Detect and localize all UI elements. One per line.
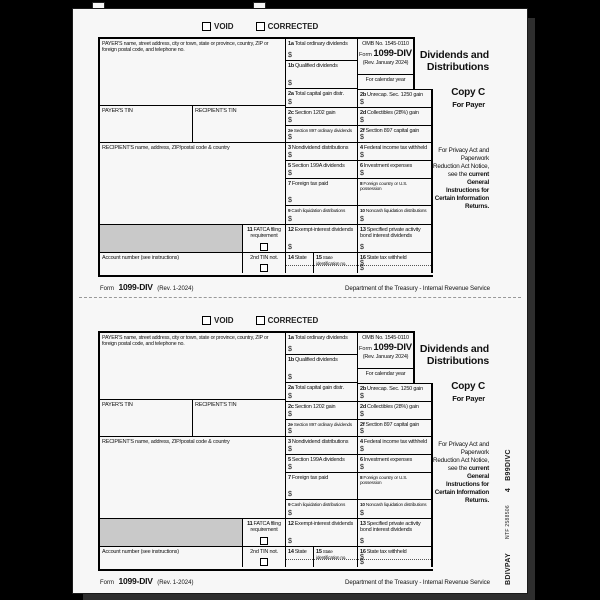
- box-2f-number: 2f: [360, 127, 365, 134]
- box-6-number: 6: [360, 456, 363, 463]
- box-3-cell: [286, 437, 358, 455]
- void-checkbox[interactable]: [202, 316, 211, 325]
- calendar-year-label: For calendar year: [365, 370, 406, 377]
- box-4-number: 4: [360, 144, 363, 151]
- box-2b-dollar: $: [360, 393, 364, 400]
- box-2a-dollar: $: [288, 99, 292, 106]
- box-11-label: FATCA filing requirement: [250, 226, 281, 239]
- recipient-tin-box: [193, 106, 286, 143]
- box-14-number: 14: [288, 548, 294, 555]
- box-16-dollar-2: $: [360, 559, 364, 566]
- box-12-number: 12: [288, 226, 294, 233]
- box-12-dollar: $: [288, 538, 292, 545]
- box-2f-dollar: $: [360, 134, 364, 141]
- box-1b-cell: [286, 355, 358, 383]
- copy-label: Copy C: [451, 381, 485, 392]
- edge-code-ntf: NTF 2588506: [505, 505, 511, 539]
- box-7-label: Foreign tax paid: [291, 474, 329, 481]
- box-2f-cell: [358, 420, 433, 437]
- privacy-notice-bold: current General Instructions for Certain Information Returns.: [434, 171, 489, 210]
- box-14-cell: [286, 547, 314, 567]
- box-2e-number: 2e: [288, 421, 293, 427]
- box-3-label: Nondividend distributions: [291, 438, 349, 445]
- box-10-label: Noncash liquidation distributions: [365, 501, 427, 507]
- account-number-label: Account number (see instructions): [102, 548, 179, 555]
- edge-code-product: BDIVPAY: [504, 552, 512, 585]
- box-12-cell: [286, 519, 358, 547]
- box-1a-label: Total ordinary dividends: [294, 40, 348, 47]
- box-2e-label: Section 897 ordinary dividends: [293, 127, 352, 133]
- box-15-divider: [314, 265, 357, 266]
- box-2d-label: Collectibles (28%) gain: [367, 109, 419, 116]
- box-2e-dollar: $: [288, 134, 292, 141]
- box-14-label: State: [294, 548, 307, 555]
- box-2f-dollar: $: [360, 428, 364, 435]
- box-2a-label: Total capital gain distr.: [294, 90, 344, 97]
- box-11-cell: [243, 225, 286, 253]
- box-8-number: 8: [360, 474, 363, 480]
- shaded-box: [100, 225, 243, 253]
- form-sheet: [72, 8, 528, 594]
- form-revision: (Rev. January 2024): [362, 354, 409, 360]
- void-corrected-row: [202, 22, 318, 31]
- second-tin-box: [243, 253, 286, 273]
- form-grid: [98, 331, 433, 571]
- edge-product-codes: [501, 409, 515, 585]
- box-15-number: 15: [316, 548, 322, 555]
- form-word: Form: [359, 51, 372, 58]
- omb-number: OMB No. 1545-0110: [362, 40, 409, 47]
- form-number: 1099-DIV: [373, 47, 412, 59]
- box-13-label: Specified private activity bond interest dividends: [360, 226, 421, 239]
- box-10-dollar: $: [360, 216, 364, 223]
- box-16-number: 16: [360, 254, 366, 261]
- box-2b-number: 2b: [360, 91, 367, 98]
- box-9-cell: [286, 500, 358, 519]
- copy-label: Copy C: [451, 87, 485, 98]
- calendar-year-label: For calendar year: [365, 76, 406, 83]
- box-4-dollar: $: [360, 152, 364, 159]
- box-5-label: Section 199A dividends: [291, 162, 345, 169]
- form-grid: [98, 37, 433, 277]
- payer-tin-box: [100, 106, 193, 143]
- box-9-dollar: $: [288, 216, 292, 223]
- footer-form-word: Form: [100, 286, 114, 292]
- recipient-name-label: RECIPIENT'S name, address, ZIP/postal code & country: [102, 438, 230, 445]
- form-revision: (Rev. January 2024): [362, 60, 409, 66]
- box-2c-number: 2c: [288, 403, 294, 410]
- box-16-divider: [358, 559, 431, 560]
- box-16-cell: [358, 547, 433, 567]
- box-14-divider: [286, 265, 313, 266]
- box-8-label: Foreign country or U.S. possession: [360, 180, 408, 191]
- box-2f-number: 2f: [360, 421, 365, 428]
- box-14-number: 14: [288, 254, 294, 261]
- box-2c-number: 2c: [288, 109, 294, 116]
- box-16-number: 16: [360, 548, 366, 555]
- box-16-dollar-1: $: [360, 260, 364, 267]
- box-10-number: 10: [360, 501, 365, 507]
- box-16-dollar-2: $: [360, 265, 364, 272]
- account-number-box: [100, 547, 243, 567]
- box-8-label: Foreign country or U.S. possession: [360, 474, 408, 485]
- corrected-checkbox[interactable]: [256, 22, 265, 31]
- payer-name-box: [100, 331, 286, 400]
- footer-form-number: 1099-DIV: [118, 576, 153, 586]
- box-5-number: 5: [288, 162, 291, 169]
- box-2d-cell: [358, 108, 433, 126]
- box-1a-label: Total ordinary dividends: [294, 334, 348, 341]
- box-1a-dollar: $: [288, 52, 292, 59]
- recipient-name-box: [100, 437, 286, 519]
- box-1b-dollar: $: [288, 374, 292, 381]
- box-2d-number: 2d: [360, 109, 367, 116]
- box-2c-dollar: $: [288, 117, 292, 124]
- payer-name-label: PAYER'S name, street address, city or town, state or province, country, ZIP or foreign postal code, and telephone no.: [102, 40, 269, 53]
- box-9-dollar: $: [288, 510, 292, 517]
- edge-code-sku: B99DIVC: [504, 449, 512, 481]
- box-8-cell: [358, 473, 433, 500]
- payer-tin-label: PAYER'S TIN: [102, 107, 133, 114]
- box-5-dollar: $: [288, 170, 292, 177]
- box-7-dollar: $: [288, 491, 292, 498]
- box-15-number: 15: [316, 254, 322, 261]
- box-2a-cell: [286, 89, 358, 108]
- box-2a-number: 2a: [288, 384, 294, 391]
- box-3-dollar: $: [288, 446, 292, 453]
- box-2c-dollar: $: [288, 411, 292, 418]
- box-2c-cell: [286, 108, 358, 126]
- box-12-label: Exempt-interest dividends: [294, 520, 353, 527]
- box-8-cell: [358, 179, 433, 206]
- box-7-number: 7: [288, 180, 291, 187]
- box-6-label: Investment expenses: [363, 162, 413, 169]
- box-1b-dollar: $: [288, 80, 292, 87]
- box-13-dollar: $: [360, 538, 364, 545]
- recipient-tin-label: RECIPIENT'S TIN: [195, 401, 237, 408]
- footer-form-revision: (Rev. 1-2024): [157, 580, 194, 586]
- second-tin-checkbox[interactable]: [260, 264, 268, 272]
- second-tin-box: [243, 547, 286, 567]
- box-13-dollar: $: [360, 244, 364, 251]
- privacy-notice-text: For Privacy Act and Paperwork Reduction Act Notice, see the: [433, 147, 490, 178]
- box-6-dollar: $: [360, 464, 364, 471]
- box-9-label: Cash liquidation distributions: [291, 501, 346, 507]
- box-1b-label: Qualified dividends: [295, 62, 338, 69]
- box-11-number: 11: [247, 520, 253, 527]
- form-copy-top: [98, 19, 494, 292]
- box-16-label: State tax withheld: [366, 254, 407, 261]
- box-2d-cell: [358, 402, 433, 420]
- box-16-label: State tax withheld: [366, 548, 407, 555]
- box-4-label: Federal income tax withheld: [363, 438, 427, 445]
- box-11-cell: [243, 519, 286, 547]
- box-8-number: 8: [360, 180, 363, 186]
- box-1a-number: 1a: [288, 334, 294, 341]
- box-9-cell: [286, 206, 358, 225]
- form-title: Dividends and Distributions: [419, 49, 489, 73]
- box-2a-cell: [286, 383, 358, 402]
- box-9-number: 9: [288, 501, 291, 507]
- box-2e-number: 2e: [288, 127, 293, 133]
- box-10-dollar: $: [360, 510, 364, 517]
- box-5-label: Section 199A dividends: [291, 456, 345, 463]
- box-2d-number: 2d: [360, 403, 367, 410]
- second-tin-label: 2nd TIN not.: [250, 548, 278, 555]
- corrected-label: CORRECTED: [267, 22, 319, 31]
- form-word: Form: [359, 345, 372, 352]
- box-6-dollar: $: [360, 170, 364, 177]
- corrected-checkbox[interactable]: [256, 316, 265, 325]
- box-2e-dollar: $: [288, 428, 292, 435]
- box-13-cell: [358, 519, 433, 547]
- copy-for-label: For Payer: [452, 100, 485, 109]
- box-7-number: 7: [288, 474, 291, 481]
- box-11-number: 11: [247, 226, 253, 233]
- box-11-label: FATCA filing requirement: [250, 520, 281, 533]
- footer-form-word: Form: [100, 580, 114, 586]
- box-5-number: 5: [288, 456, 291, 463]
- privacy-notice-text: For Privacy Act and Paperwork Reduction Act Notice, see the: [433, 441, 490, 472]
- box-7-cell: [286, 179, 358, 206]
- void-checkbox[interactable]: [202, 22, 211, 31]
- box-15-cell: [314, 253, 358, 273]
- box-2b-label: Unrecap. Sec. 1250 gain: [367, 91, 423, 98]
- box-2a-label: Total capital gain distr.: [294, 384, 344, 391]
- box-1b-cell: [286, 61, 358, 89]
- box-6-label: Investment expenses: [363, 456, 413, 463]
- box-7-dollar: $: [288, 197, 292, 204]
- box-9-number: 9: [288, 207, 291, 213]
- box-2b-dollar: $: [360, 99, 364, 106]
- payer-name-box: [100, 37, 286, 106]
- box-13-number: 13: [360, 520, 366, 527]
- box-2f-cell: [358, 126, 433, 143]
- box-10-cell: [358, 206, 433, 225]
- box-5-cell: [286, 161, 358, 179]
- box-2f-label: Section 897 capital gain: [365, 127, 420, 134]
- account-number-box: [100, 253, 243, 273]
- box-13-cell: [358, 225, 433, 253]
- box-2f-label: Section 897 capital gain: [365, 421, 420, 428]
- perforation-line: [79, 297, 521, 298]
- box-2c-label: Section 1202 gain: [294, 403, 336, 410]
- box-2e-cell: [286, 420, 358, 437]
- footer-form-number: 1099-DIV: [118, 282, 153, 292]
- void-label: VOID: [214, 22, 234, 31]
- second-tin-label: 2nd TIN not.: [250, 254, 278, 261]
- box-1b-number: 1b: [288, 356, 295, 363]
- box-1a-cell: [286, 331, 358, 355]
- box-5-dollar: $: [288, 464, 292, 471]
- box-16-cell: [358, 253, 433, 273]
- box-7-cell: [286, 473, 358, 500]
- box-2c-label: Section 1202 gain: [294, 109, 336, 116]
- box-10-number: 10: [360, 207, 365, 213]
- box-2e-label: Section 897 ordinary dividends: [293, 421, 352, 427]
- form-copy-bottom: [98, 313, 494, 586]
- box-1a-number: 1a: [288, 40, 294, 47]
- box-2a-number: 2a: [288, 90, 294, 97]
- omb-number: OMB No. 1545-0110: [362, 334, 409, 341]
- box-3-dollar: $: [288, 152, 292, 159]
- payer-tin-label: PAYER'S TIN: [102, 401, 133, 408]
- box-2b-number: 2b: [360, 385, 367, 392]
- privacy-notice: [433, 441, 489, 505]
- box-2b-label: Unrecap. Sec. 1250 gain: [367, 385, 423, 392]
- box-3-label: Nondividend distributions: [291, 144, 349, 151]
- box-3-number: 3: [288, 144, 291, 151]
- privacy-notice-bold: current General Instructions for Certain Information Returns.: [434, 465, 489, 504]
- form-title: Dividends and Distributions: [419, 343, 489, 367]
- box-12-number: 12: [288, 520, 294, 527]
- box-1a-dollar: $: [288, 346, 292, 353]
- payer-tin-box: [100, 400, 193, 437]
- footer-department: Department of the Treasury - Internal Revenue Service: [345, 285, 490, 292]
- payer-name-label: PAYER'S name, street address, city or town, state or province, country, ZIP or foreign postal code, and telephone no.: [102, 334, 269, 347]
- footer-form-revision: (Rev. 1-2024): [157, 286, 194, 292]
- footer-department: Department of the Treasury - Internal Revenue Service: [345, 579, 490, 586]
- box-13-number: 13: [360, 226, 366, 233]
- box-2e-cell: [286, 126, 358, 143]
- box-3-number: 3: [288, 438, 291, 445]
- box-15-label: State identification no.: [316, 548, 347, 560]
- box-10-cell: [358, 500, 433, 519]
- box-4-number: 4: [360, 438, 363, 445]
- box-4-cell: [358, 143, 433, 161]
- box-16-divider: [358, 265, 431, 266]
- void-corrected-row: [202, 316, 318, 325]
- box-16-dollar-1: $: [360, 554, 364, 561]
- box-4-label: Federal income tax withheld: [363, 144, 427, 151]
- recipient-name-label: RECIPIENT'S name, address, ZIP/postal code & country: [102, 144, 230, 151]
- copy-for-label: For Payer: [452, 394, 485, 403]
- box-14-divider: [286, 559, 313, 560]
- second-tin-checkbox[interactable]: [260, 558, 268, 566]
- box-3-cell: [286, 143, 358, 161]
- box-15-divider: [314, 559, 357, 560]
- box-14-cell: [286, 253, 314, 273]
- box-14-label: State: [294, 254, 307, 261]
- form-footer: [100, 277, 490, 295]
- privacy-notice: [433, 147, 489, 211]
- fatca-checkbox[interactable]: [260, 243, 268, 251]
- footer-form-id: [100, 571, 193, 589]
- box-4-dollar: $: [360, 446, 364, 453]
- box-2a-dollar: $: [288, 393, 292, 400]
- box-1b-number: 1b: [288, 62, 295, 69]
- box-6-cell: [358, 455, 433, 473]
- box-9-label: Cash liquidation distributions: [291, 207, 346, 213]
- account-number-label: Account number (see instructions): [102, 254, 179, 261]
- recipient-name-box: [100, 143, 286, 225]
- fatca-checkbox[interactable]: [260, 537, 268, 545]
- edge-code-qty: 4: [504, 487, 512, 493]
- box-1a-cell: [286, 37, 358, 61]
- box-2d-label: Collectibles (28%) gain: [367, 403, 419, 410]
- recipient-tin-box: [193, 400, 286, 437]
- box-12-cell: [286, 225, 358, 253]
- box-15-cell: [314, 547, 358, 567]
- box-2d-dollar: $: [360, 411, 364, 418]
- box-15-label: State identification no.: [316, 254, 347, 266]
- box-2c-cell: [286, 402, 358, 420]
- box-6-cell: [358, 161, 433, 179]
- shaded-box: [100, 519, 243, 547]
- box-10-label: Noncash liquidation distributions: [365, 207, 427, 213]
- box-12-label: Exempt-interest dividends: [294, 226, 353, 233]
- box-4-cell: [358, 437, 433, 455]
- void-label: VOID: [214, 316, 234, 325]
- box-1b-label: Qualified dividends: [295, 356, 338, 363]
- box-7-label: Foreign tax paid: [291, 180, 329, 187]
- box-5-cell: [286, 455, 358, 473]
- recipient-tin-label: RECIPIENT'S TIN: [195, 107, 237, 114]
- footer-form-id: [100, 277, 193, 295]
- form-number: 1099-DIV: [373, 341, 412, 353]
- box-2d-dollar: $: [360, 117, 364, 124]
- box-13-label: Specified private activity bond interest dividends: [360, 520, 421, 533]
- form-footer: [100, 571, 490, 589]
- corrected-label: CORRECTED: [267, 316, 319, 325]
- box-6-number: 6: [360, 162, 363, 169]
- box-12-dollar: $: [288, 244, 292, 251]
